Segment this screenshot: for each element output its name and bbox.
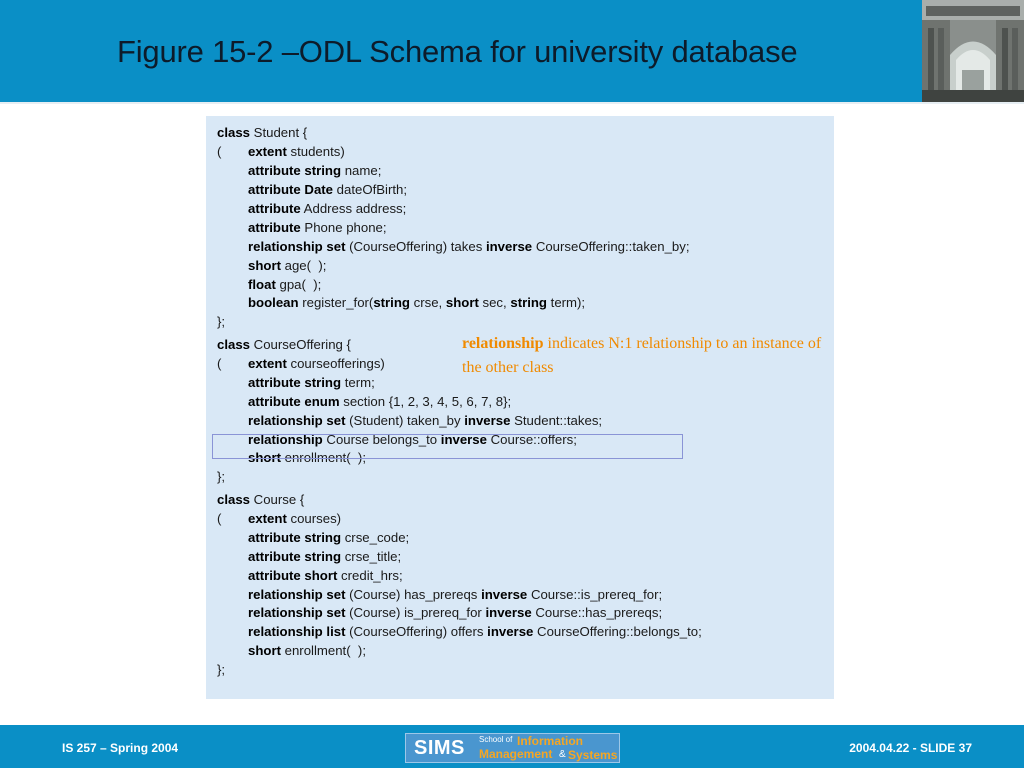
code-keyword: relationship set bbox=[248, 412, 346, 428]
code-keyword: short bbox=[248, 643, 281, 659]
code-text: Course::has_prereqs; bbox=[531, 605, 663, 621]
code-line bbox=[217, 661, 702, 680]
code-keyword: relationship list bbox=[248, 624, 346, 640]
code-keyword: extent bbox=[248, 510, 287, 526]
logo-management: Management bbox=[479, 747, 553, 761]
code-line bbox=[217, 276, 702, 295]
code-keyword: relationship bbox=[248, 431, 323, 447]
code-text: crse, bbox=[409, 295, 446, 311]
code-text: CourseOffering::taken_by; bbox=[532, 238, 690, 254]
code-text: courseofferings) bbox=[286, 355, 385, 371]
code-keyword: inverse bbox=[485, 605, 532, 621]
code-keyword: class bbox=[217, 491, 251, 507]
code-text: (Course) has_prereqs bbox=[345, 586, 482, 602]
code-keyword: relationship set bbox=[248, 238, 346, 254]
code-text: Student { bbox=[250, 125, 308, 140]
code-text: CourseOffering { bbox=[250, 336, 351, 352]
code-text: }; bbox=[217, 662, 226, 678]
code-text: enrollment( ); bbox=[280, 643, 366, 659]
building-photo-image bbox=[922, 0, 1024, 102]
code-keyword: short bbox=[248, 450, 281, 466]
relationship-callout bbox=[462, 332, 832, 379]
code-text: ( bbox=[217, 355, 222, 371]
code-line bbox=[217, 393, 702, 412]
code-keyword: relationship set bbox=[248, 586, 346, 602]
code-text: gpa( ); bbox=[275, 276, 322, 292]
code-keyword: inverse bbox=[481, 586, 528, 602]
logo-school-of: School of bbox=[479, 735, 513, 744]
code-keyword: inverse bbox=[487, 624, 534, 640]
code-text: Course belongs_to bbox=[322, 431, 441, 447]
code-keyword: attribute bbox=[248, 219, 301, 235]
code-text: Course::is_prereq_for; bbox=[527, 586, 663, 602]
code-keyword: extent bbox=[248, 355, 287, 371]
code-text: term; bbox=[341, 374, 375, 390]
logo-sims-text: SIMS bbox=[414, 737, 465, 759]
code-line bbox=[217, 491, 702, 510]
code-keyword: relationship set bbox=[248, 605, 346, 621]
code-keyword: attribute short bbox=[248, 567, 338, 583]
highlight-box bbox=[212, 431, 683, 459]
code-text: age( ); bbox=[280, 257, 327, 273]
code-line bbox=[217, 238, 702, 257]
code-text: Course::offers; bbox=[486, 431, 577, 447]
logo-ampersand: & bbox=[559, 749, 566, 760]
code-line bbox=[217, 468, 702, 487]
code-text: enrollment( ); bbox=[280, 450, 366, 466]
code-keyword: string bbox=[373, 295, 410, 311]
code-text: (CourseOffering) takes bbox=[345, 238, 486, 254]
code-keyword: float bbox=[248, 276, 276, 292]
code-text: courses) bbox=[286, 510, 342, 526]
code-text: register_for( bbox=[298, 295, 374, 311]
code-line bbox=[217, 219, 702, 238]
code-keyword: inverse bbox=[464, 412, 511, 428]
code-line bbox=[217, 313, 702, 332]
callout-keyword: relationship bbox=[462, 335, 544, 352]
code-keyword: attribute string bbox=[248, 374, 342, 390]
code-line bbox=[217, 162, 702, 181]
logo-information: Information bbox=[517, 734, 583, 748]
code-line bbox=[217, 294, 702, 313]
code-line bbox=[217, 181, 702, 200]
code-line bbox=[217, 642, 702, 661]
code-text: (CourseOffering) offers bbox=[345, 624, 488, 640]
code-text: Course { bbox=[250, 491, 305, 507]
code-keyword: attribute Date bbox=[248, 181, 333, 197]
code-text: CourseOffering::belongs_to; bbox=[533, 624, 702, 640]
code-line bbox=[217, 567, 702, 586]
code-keyword: short bbox=[248, 257, 281, 273]
code-keyword: attribute bbox=[248, 200, 301, 216]
code-text: Student::takes; bbox=[510, 412, 603, 428]
code-text: (Course) is_prereq_for bbox=[345, 605, 486, 621]
code-keyword: attribute enum bbox=[248, 393, 340, 409]
slide-title: Figure 15-2 –ODL Schema for university database bbox=[117, 34, 798, 69]
code-line bbox=[217, 548, 702, 567]
code-keyword: string bbox=[510, 295, 547, 311]
code-keyword: attribute string bbox=[248, 529, 342, 545]
code-text: credit_hrs; bbox=[337, 567, 403, 583]
code-line bbox=[217, 586, 702, 605]
code-text: term); bbox=[547, 295, 586, 311]
code-line bbox=[217, 124, 702, 143]
sims-logo bbox=[405, 733, 620, 763]
code-keyword: inverse bbox=[485, 238, 533, 254]
code-line bbox=[217, 412, 702, 431]
code-text: }; bbox=[217, 314, 226, 330]
code-text: crse_title; bbox=[341, 548, 402, 564]
code-text: dateOfBirth; bbox=[333, 181, 408, 197]
code-text: section {1, 2, 3, 4, 5, 6, 7, 8}; bbox=[339, 393, 512, 409]
code-text: name; bbox=[341, 162, 382, 178]
code-line bbox=[217, 200, 702, 219]
course-label: IS 257 – Spring 2004 bbox=[62, 741, 179, 755]
slide-number: 2004.04.22 - SLIDE 37 bbox=[849, 741, 972, 755]
callout-text: indicates N:1 relationship to an instance of the other class bbox=[462, 335, 822, 376]
code-keyword: class bbox=[217, 336, 251, 352]
code-text: Address address; bbox=[300, 200, 407, 216]
code-line bbox=[217, 257, 702, 276]
building-photo bbox=[922, 0, 1024, 102]
odl-schema-code bbox=[217, 124, 702, 680]
code-text: students) bbox=[286, 143, 345, 159]
code-keyword: inverse bbox=[440, 431, 487, 447]
logo-systems: Systems bbox=[568, 748, 618, 762]
code-text: sec, bbox=[478, 295, 511, 311]
code-keyword: boolean bbox=[248, 295, 299, 311]
code-line bbox=[217, 143, 702, 162]
code-text: (Student) taken_by bbox=[345, 412, 465, 428]
code-text: ( bbox=[217, 510, 222, 526]
code-line bbox=[217, 529, 702, 548]
code-keyword: short bbox=[445, 295, 479, 311]
code-keyword: class bbox=[217, 125, 251, 140]
code-line bbox=[217, 623, 702, 642]
code-text: ( bbox=[217, 143, 222, 159]
code-keyword: extent bbox=[248, 143, 287, 159]
header-divider bbox=[0, 102, 1024, 104]
code-keyword: attribute string bbox=[248, 162, 342, 178]
code-text: crse_code; bbox=[341, 529, 410, 545]
code-line bbox=[217, 510, 702, 529]
code-keyword: attribute string bbox=[248, 548, 342, 564]
code-text: Phone phone; bbox=[300, 219, 387, 235]
code-text: }; bbox=[217, 469, 226, 485]
code-line bbox=[217, 604, 702, 623]
